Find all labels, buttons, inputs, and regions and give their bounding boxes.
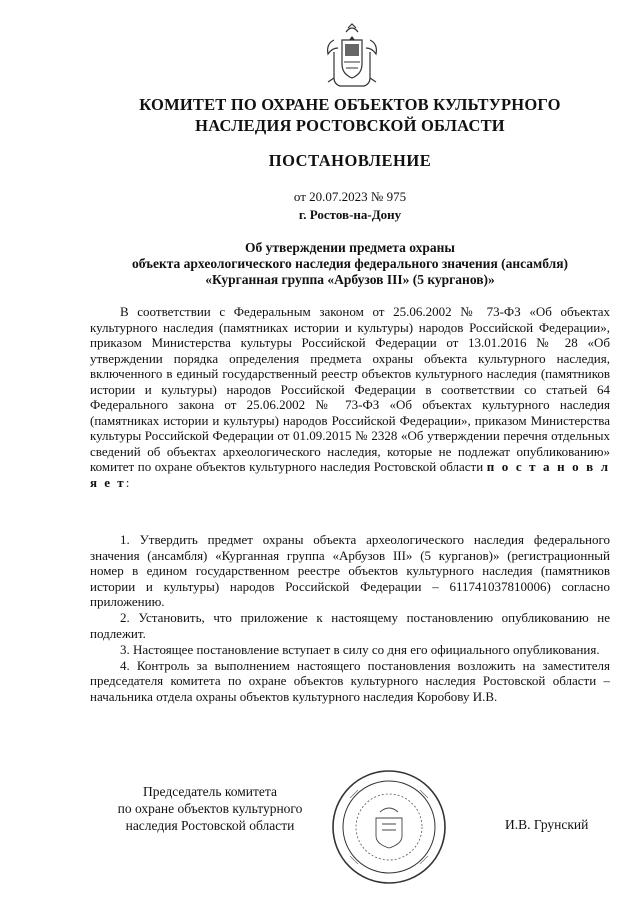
official-seal-icon	[330, 768, 448, 886]
document-type: ПОСТАНОВЛЕНИЕ	[268, 151, 432, 170]
position-line-2: по охране объектов культурного	[117, 801, 303, 816]
document-date-number: от 20.07.2023 № 975	[293, 189, 407, 204]
signatory-position	[95, 783, 325, 834]
committee-line-1: КОМИТЕТ ПО ОХРАНЕ ОБЪЕКТОВ КУЛЬТУРНОГО	[139, 95, 561, 114]
preamble-text: В соответствии с Федеральным законом от 25.06.2002 № 73-ФЗ «Об объектах культурного наследия (памятниках истории и культуры) народов Российской Федерации», приказом Министерства культуры Российской Федерации от 13.01.2016 № 28 «Об утверждении порядка определения предмета охраны объекта культурного наследия, включенного в единый государственный реестр объектов культурного наследия (памятников истории и культуры) народов Российской Федерации в соответствии со статьей 64 Федерального закона от 25.06.2002 № 73-ФЗ «Об объектах культурного наследия (памятниках истории и культуры) народов Российской Федерации», приказом Министерства культуры Российской Федерации от 01.09.2015 № 2328 «Об утверждении перечня отдельных сведений об объектах археологического наследия, которые не подлежат опубликованию» комитет по охране объектов культурного наследия Ростовской области	[90, 304, 610, 474]
resolution-item: 1. Утвердить предмет охраны объекта археологического наследия федерального значения (ансамбля) «Курганная группа «Арбузов III» (5 курганов)» (регистрационный номер в едином государственном реестре объектов культурного наследия (памятников истории и культуры) народов Российской Федерации – 611741037810006) согласно приложению.	[90, 532, 610, 609]
resolution-item: 4. Контроль за выполнением настоящего постановления возложить на заместителя председателя комитета по охране объектов культурного наследия Ростовской области – начальника отдела охраны объектов культурного наследия Коробову И.В.	[90, 657, 610, 704]
preamble-paragraph	[90, 304, 610, 490]
subject-line-1: Об утверждении предмета охраны	[245, 240, 455, 255]
committee-line-2: НАСЛЕДИЯ РОСТОВСКОЙ ОБЛАСТИ	[195, 116, 505, 135]
committee-name	[60, 94, 640, 136]
position-line-3: наследия Ростовской области	[125, 818, 295, 833]
subject-line-2: объекта археологического наследия федерального значения (ансамбля)	[131, 256, 569, 271]
coat-of-arms-icon	[324, 22, 380, 90]
resolution-item: 3. Настоящее постановление вступает в силу со дня его официального опубликования.	[120, 641, 600, 657]
resolution-items	[90, 532, 610, 705]
document-subject	[90, 240, 610, 288]
signatory-name: И.В. Грунский	[505, 817, 589, 832]
document-city: г. Ростов-на-Дону	[298, 207, 402, 222]
position-line-1: Председатель комитета	[143, 784, 277, 799]
resolution-item: 2. Установить, что приложение к настоящему постановлению опубликованию не подлежит.	[90, 610, 610, 641]
resolves-colon: :	[125, 474, 130, 490]
subject-line-3: «Курганная группа «Арбузов III» (5 курганов)»	[205, 272, 495, 287]
resolves-word: п о с т а н о в л я е т	[90, 459, 611, 490]
